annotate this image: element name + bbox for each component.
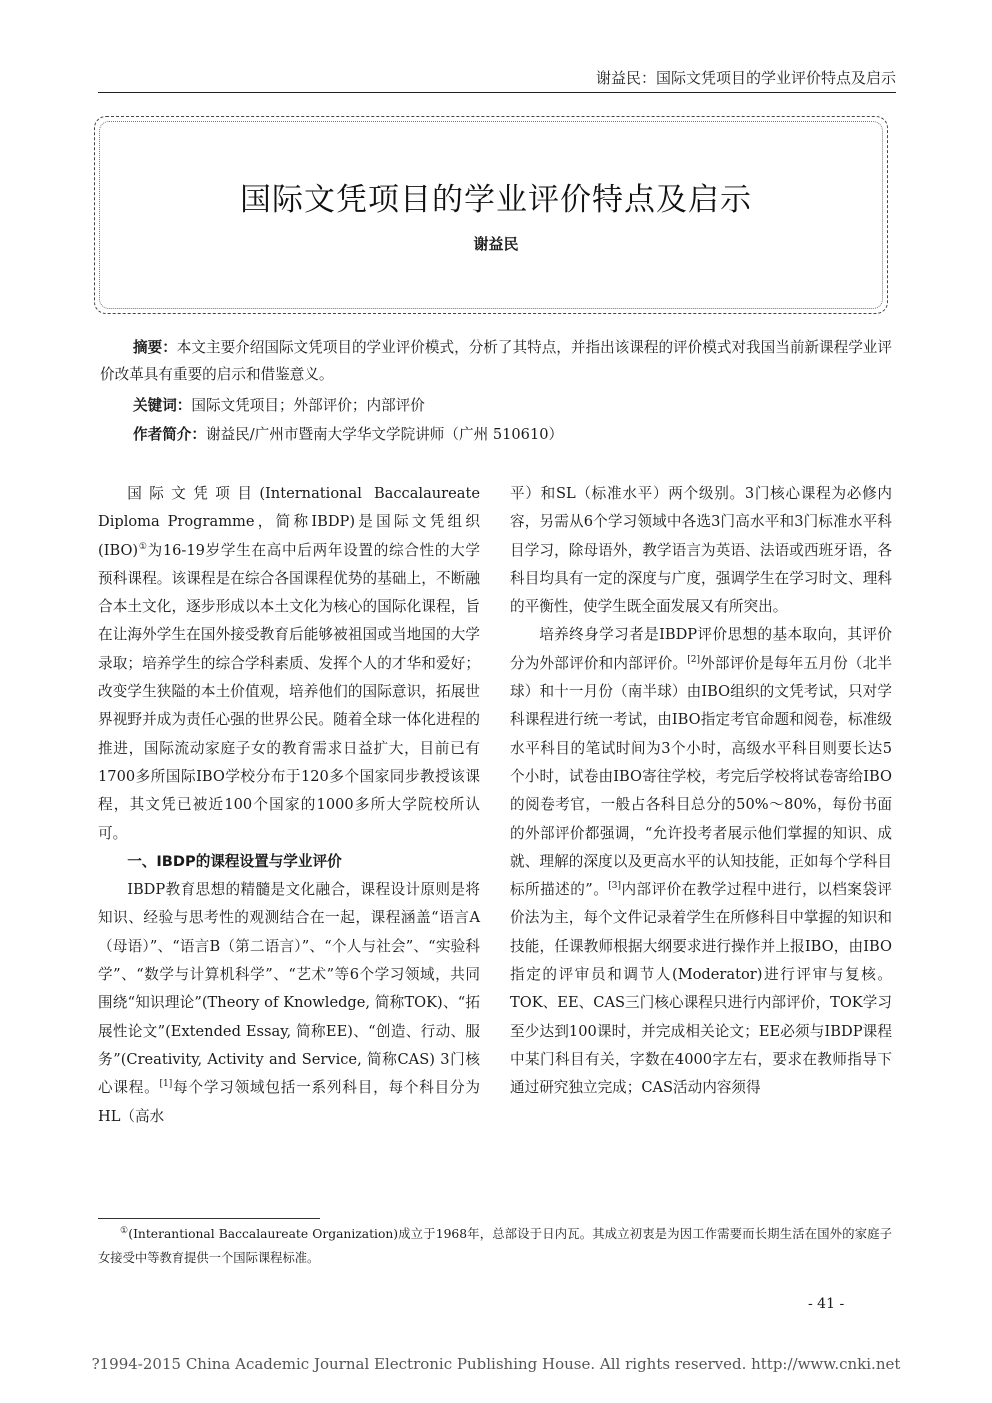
paragraph-curriculum xyxy=(98,876,480,1131)
author-bio-text: 谢益民/广州市暨南大学华文学院讲师（广州 510610） xyxy=(205,426,564,443)
citation-ref[interactable]: [2] xyxy=(687,654,700,665)
citation-ref[interactable]: [3] xyxy=(608,881,621,892)
paragraph-text: 为16-19岁学生在高中后两年设置的综合性的大学预科课程。该课程是在综合各国课程优势的基础上，不断融合本土文化，逐步形成以本土文化为核心的国际化课程，旨在让海外学生在国外接受教育后能够被祖国或当地国的大学录取；培养学生的综合学科素质、发挥个人的才华和爱好；改变学生狭隘的本土价值观，培养他们的国际意识，拓展世界视野并成为责任心强的世界公民。随着全球一体化进程的推进，国际流动家庭子女的教育需求日益扩大，目前已有1700多所国际IBO学校分布于120多个国家同步教授该课程，其文凭已被近100个国家的1000多所大学院校所认可。 xyxy=(98,541,480,842)
page-number: - 41 - xyxy=(808,1296,845,1312)
abstract xyxy=(100,334,892,388)
author-bio xyxy=(100,421,892,448)
abstract-text: 本文主要介绍国际文凭项目的学业评价模式，分析了其特点，并指出该课程的评价模式对我国当前新课程学业评价改革具有重要的启示和借鉴意义。 xyxy=(100,339,892,383)
paragraph-text: 外部评价是每年五月份（北半球）和十一月份（南半球）由IBO组织的文凭考试，只对学科课程进行统一考试，由IBO指定考官命题和阅卷，标准级水平科目的笔试时间为3个小时，高级水平科目则要长达5个小时，试卷由IBO寄往学校，考完后学校将试卷寄给IBO的阅卷考官，一般占各科目总分的50%～80%，每份书面的外部评价都强调，“允许投考者展示他们掌握的知识、成就、理解的深度以及更高水平的认知技能，正如每个学科目标所描述的”。 xyxy=(510,654,892,899)
right-column xyxy=(510,480,892,1103)
left-column xyxy=(98,480,480,1131)
keywords xyxy=(100,392,892,419)
paragraph-assessment xyxy=(510,621,892,1102)
section-heading: 一、IBDP的课程设置与学业评价 xyxy=(127,852,342,870)
footnote-marker: ① xyxy=(120,1225,129,1236)
paragraph-text: 培养终身学习者是IBDP评价思想的基本取向，其评价分为外部评价和内部评价。 xyxy=(510,626,892,672)
footnote-rule xyxy=(98,1218,320,1219)
copyright-line: ?1994-2015 China Academic Journal Electronic Publishing House. All rights reserved. http://www.cnki.net xyxy=(91,1355,901,1373)
paragraph-curriculum-cont: 平）和SL（标准水平）两个级别。3门核心课程为必修内容，另需从6个学习领域中各选3门高水平和3门标准水平科目学习，除母语外，教学语言为英语、法语或西班牙语，各科目均具有一定的深度与广度，强调学生在学习时文、理科的平衡性，使学生既全面发展又有所突出。 xyxy=(510,485,892,616)
author-name: 谢益民 xyxy=(473,235,519,253)
paragraph-text: 内部评价在教学过程中进行，以档案袋评价法为主，每个文件记录着学生在所修科目中掌握的知识和技能，任课教师根据大纲要求进行操作并上报IBO，由IBO指定的评审员和调节人(Moderator)进行评审与复核。TOK、EE、CAS三门核心课程只进行内部评价，TOK学习至少达到100课时，并完成相关论文；EE必须与IBDP课程中某门科目有关，字数在4000字左右，要求在教师指导下通过研究独立完成；CAS活动内容须得 xyxy=(510,881,892,1097)
abstract-label: 摘要： xyxy=(133,339,177,356)
paragraph-text: IBDP教育思想的精髓是文化融合，课程设计原则是将知识、经验与思考性的观测结合在一起，课程涵盖“语言A（母语）”、“语言B（第二语言）”、“个人与社会”、“实验科学”、“数学与计算机科学”、“艺术”等6个学习领域，共同围绕“知识理论”(Theory of Knowledge, 简称TOK)、“拓展性论文”(Extended Essay, 简称EE)、“创造、行动、服务”(Creativity, Activity and Service, 简称CAS) 3门核心课程。 xyxy=(98,881,480,1097)
paper-title: 国际文凭项目的学业评价特点及启示 xyxy=(240,182,752,218)
keywords-label: 关键词： xyxy=(133,397,192,414)
keywords-text: 国际文凭项目；外部评价；内部评价 xyxy=(191,397,425,414)
running-header: 谢益民：国际文凭项目的学业评价特点及启示 xyxy=(98,58,896,93)
author-bio-label: 作者简介： xyxy=(133,426,206,443)
paragraph-text: 每个学习领域包括一系列科目，每个科目分为HL（高水 xyxy=(98,1079,480,1125)
citation-ref[interactable]: [1] xyxy=(159,1079,173,1090)
paragraph-text: 国际文凭项目(International Baccalaureate Diploma Programme，简称IBDP)是国际文凭组织(IBO) xyxy=(98,485,480,559)
footnote-marker[interactable]: ① xyxy=(138,541,148,552)
footnote xyxy=(98,1222,892,1270)
paragraph-intro xyxy=(98,480,480,848)
footnote-text: (Interantional Baccalaureate Organization)成立于1968年，总部设于日内瓦。其成立初衷是为因工作需要而长期生活在国外的家庭子女接受中等教育提供一个国际课程标准。 xyxy=(98,1227,892,1265)
